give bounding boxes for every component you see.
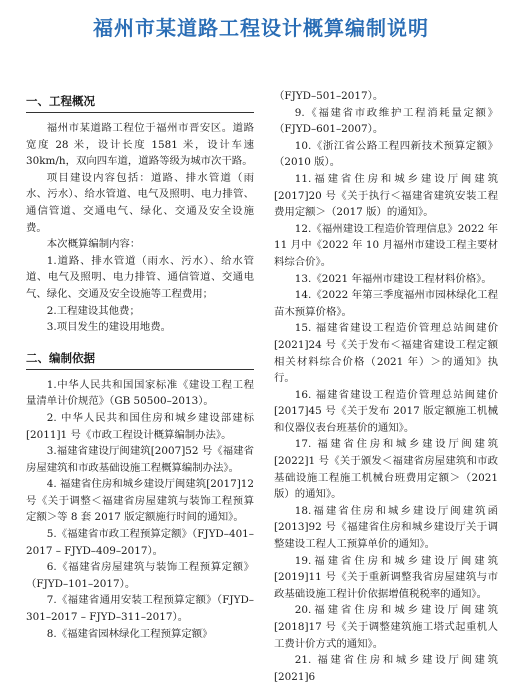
right-column [274, 0, 498, 685]
section-heading-basis: 二、编制依据 [26, 350, 95, 365]
paragraph: 6.《福建省房屋建筑与装饰工程预算定额》（FJYD–101–2017）。 [26, 561, 254, 590]
paragraph: 12.《福州建设工程造价管理信息》2022 年 11 月中《2022 年 10 月福州市建设工程主要材料综合价》。 [274, 222, 498, 268]
paragraph: 11.福建省住房和城乡建设厅闽建筑[2017]20 号《关于执行＜福建省建筑安装工程费用定额＞（2017 版）的通知》。 [274, 172, 498, 219]
paragraph: 7.《福建省通用安装工程预算定额》（FJYD–301–2017 – FJYD–311–2017）。 [26, 594, 254, 624]
paragraph: 1.中华人民共和国国家标准《建设工程工程量清单计价规范》（GB 50500–2013）。 [26, 378, 254, 408]
page-title: 福州市某道路工程设计概算编制说明 [93, 16, 429, 40]
paragraph: 4. 福建省住房和城乡建设厅闽建筑[2017]12 号《关于调整＜福建省房屋建筑与装饰工程预算定额＞等 8 套 2017 版定额施行时间的通知》。 [26, 478, 254, 524]
paragraph: 21. 福建省住房和城乡建设厅闽建筑[2021]6 [274, 654, 498, 683]
paragraph: 3.福建省建设厅闽建筑[2007]52 号《福建省房屋建筑和市政基础设施工程概算编制办法》。 [26, 445, 254, 474]
paragraph: 本次概算编制内容： [46, 238, 141, 251]
paragraph: 15. 福建省建设工程造价管理总站闽建价[2021]24 号《关于发布＜福建省建设工程定额相关材料综合价格（2021 年）＞的通知》执行。 [274, 322, 498, 385]
paragraph: 20.福建省住房和城乡建设厅闽建筑[2018]17 号《关于调整建筑施工塔式起重机人工费计价方式的通知》。 [274, 604, 498, 650]
paragraph: 5.《福建省市政工程预算定额》（FJYD–401–2017 – FJYD–409–2017）。 [26, 528, 254, 557]
left-column [26, 0, 254, 642]
paragraph: 项目建设内容包括：道路、排水管道（雨水、污水）、给水管道、电气及照明、电力排管、通信管道、交通电气、绿化、交通及安全设施费。 [26, 171, 254, 234]
paragraph: 14.《2022 年第三季度福州市园林绿化工程苗木预算价格》。 [274, 289, 498, 318]
paragraph: 1.道路、排水管道（雨水、污水）、给水管道、电气及照明、电力排管、通信管道、交通电气、绿化、交通及安全设施等工程费用； [26, 254, 254, 300]
section-rule [26, 112, 254, 113]
paragraph: 2. 中华人民共和国住房和城乡建设部建标[2011]1 号《市政工程设计概算编制办法》。 [26, 411, 254, 441]
paragraph: 16. 福建省建设工程造价管理总站闽建价[2017]45 号《关于发布 2017 版定额施工机械和仪器仪表台班基价的通知》。 [274, 388, 498, 434]
paragraph: 19.福建省住房和城乡建设厅闽建筑[2019]11 号《关于重新调整我省房屋建筑与市政基础设施工程计价依据增值税税率的通知》。 [274, 554, 498, 600]
paragraph: 13.《2021 年福州市建设工程材料价格》。 [294, 272, 492, 285]
paragraph: （FJYD–501–2017）。 [274, 90, 384, 102]
paragraph: 8.《福建省园林绿化工程预算定额》 [46, 627, 213, 640]
paragraph: 10.《浙江省公路工程四新技术预算定额》（2010 版）。 [274, 139, 498, 169]
section-heading-overview: 一、工程概况 [26, 94, 95, 108]
paragraph: 3.项目发生的建设用地费。 [46, 321, 172, 334]
paragraph: 9.《福建省市政维护工程消耗量定额》（FJYD–601–2007）。 [274, 106, 498, 136]
paragraph: 2.工程建设其他费； [46, 304, 140, 317]
paragraph: 福州市某道路工程位于福州市晋安区。道路宽度 28 米，设计长度 1581 米，设计车速 30km/h，双向四车道，道路等级为城市次干路。 [26, 122, 254, 168]
section-rule [26, 369, 254, 370]
paragraph: 18.福建省住房和城乡建设厅闽建筑函[2013]92 号《福建省住房和城乡建设厅关于调整建设工程人工预算单价的通知》。 [274, 504, 498, 551]
paragraph: 17. 福建省住房和城乡建设厅闽建筑[2022]1 号《关于颁发＜福建省房屋建筑和市政基础设施工程施工机械台班费用定额＞（2021 版）的通知》。 [274, 438, 498, 501]
